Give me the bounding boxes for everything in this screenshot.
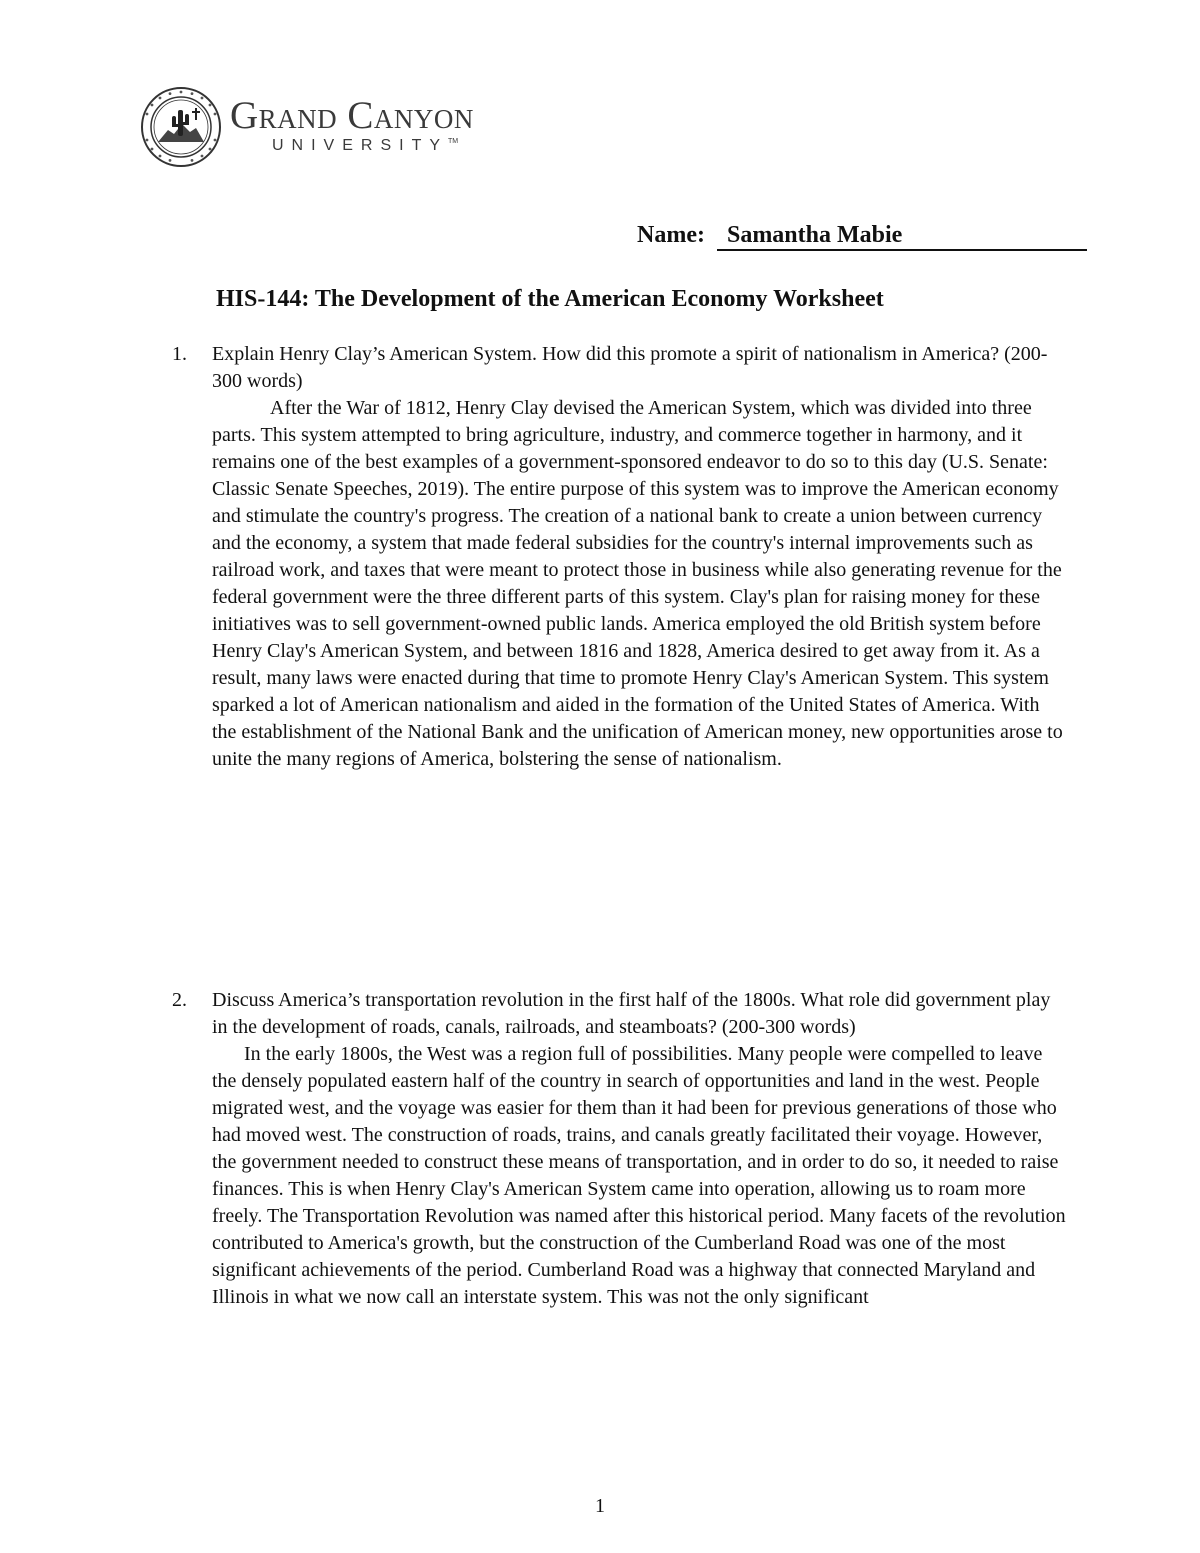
worksheet-title: HIS-144: The Development of the American Economy Worksheet (216, 286, 884, 312)
question-number: 2. (172, 989, 187, 1011)
logo-wordmark-secondary: UNIVERSITY™ (272, 137, 459, 154)
question-answer: After the War of 1812, Henry Clay devised the American System, which was divided into three parts. This system attempted to bring agriculture, industry, and commerce together in harmony, and it remains one of the best examples of a government-sponsored endeavor to do so to this day (U.S. Senate: Classic Senate Speeches, 2019). The entire purpose of this system was to improve the American economy and stimulate the country's progress. The creation of a national bank to create a union between currency and the economy, a system that made federal subsidies for the country's internal improvements such as railroad work, and taxes that were meant to protect those in business while also generating revenue for the federal government were the three different parts of this system. Clay's plan for raising money for these initiatives was to sell government-owned public lands. America employed the old British system before Henry Clay's American System, and between 1816 and 1828, America desired to get away from it. As a result, many laws were enacted during that time to promote Henry Clay's American System. This system sparked a lot of American nationalism and aided in the formation of the United States of America. With the establishment of the National Bank and the unification of American money, new opportunities arose to unite the many regions of America, bolstering the sense of nationalism. (212, 397, 1063, 770)
trademark-mark: TM (448, 138, 459, 145)
question-1 (172, 341, 1072, 773)
name-value: Samantha Mabie (717, 221, 1087, 251)
question-prompt: Discuss America’s transportation revolution in the first half of the 1800s. What role did government play in the development of roads, canals, railroads, and steamboats? (200-300 words) (212, 989, 1051, 1038)
name-field (637, 220, 1087, 251)
question-number: 1. (172, 343, 187, 365)
question-answer: In the early 1800s, the West was a region full of possibilities. Many people were compelled to leave the densely populated eastern half of the country in search of opportunities and land in the west. People migrated west, and the voyage was easier for them than it had been for previous generations of those who had moved west. The construction of roads, trains, and canals greatly facilitated their voyage. However, the government needed to construct these means of transportation, and in order to do so, it needed to raise finances. This is when Henry Clay's American System came into operation, allowing us to roam more freely. The Transportation Revolution was named after this historical period. Many facets of the revolution contributed to America's growth, but the construction of the Cumberland Road was one of the most significant achievements of the period. Cumberland Road was a highway that connected Maryland and Illinois in what we now call an interstate system. This was not the only significant (212, 1043, 1066, 1308)
university-seal-icon (140, 86, 222, 168)
name-label: Name: (637, 222, 705, 248)
university-logo (140, 86, 500, 168)
logo-wordmark-primary: Grand Canyon (230, 94, 474, 137)
question-2 (172, 987, 1072, 1311)
question-prompt: Explain Henry Clay’s American System. How did this promote a spirit of nationalism in America? (200-300 words) (212, 343, 1048, 392)
page-number: 1 (595, 1495, 605, 1517)
